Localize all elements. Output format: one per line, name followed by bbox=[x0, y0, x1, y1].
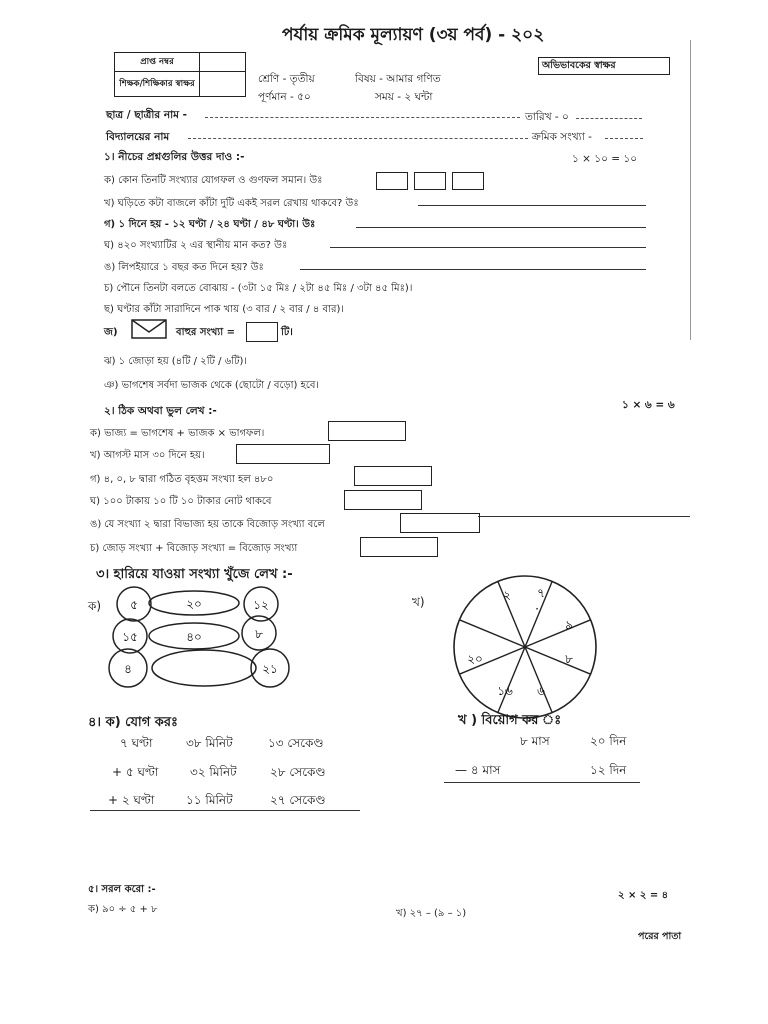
section1-heading: ১। নীচের প্রশ্নগুলির উত্তর দাও :- bbox=[104, 151, 245, 163]
chain-1-middle: ২০ bbox=[186, 597, 202, 611]
q5-b: খ) ২৭ – (৯ – ১) bbox=[396, 908, 467, 919]
next-page-label: পরের পাতা bbox=[638, 931, 682, 942]
add-row-1-hours: ৭ ঘণ্টা bbox=[120, 736, 153, 750]
guardian-sign-box bbox=[538, 57, 670, 75]
q1-e: ঙ) লিপইয়ারে ১ বছর কত দিনে হয়? উঃ bbox=[104, 262, 264, 273]
q1-d: ঘ) ৪২০ সংখ্যাটির ২ এর স্থানীয় মান কত? উঃ bbox=[104, 240, 288, 251]
chain-3-left: ৪ bbox=[124, 662, 132, 676]
time-label: সময় - ২ ঘন্টা bbox=[375, 91, 433, 103]
section5-marks: ২ × ২ = ৪ bbox=[618, 890, 669, 901]
scan-divider-line bbox=[478, 516, 690, 517]
section5-heading: ৫। সরল করো :- bbox=[88, 884, 156, 895]
add-answer-line[interactable] bbox=[90, 810, 360, 811]
section3-part-b-label: খ) bbox=[412, 595, 425, 609]
section4-heading-b: খ ) বিয়োগ কর ঃ bbox=[458, 713, 562, 728]
q2-c-answer-box[interactable] bbox=[354, 466, 432, 486]
chain-3-right: ২১ bbox=[262, 662, 278, 676]
section4-heading-a: ৪। ক) যোগ করঃ bbox=[88, 715, 178, 730]
sub-answer-line[interactable] bbox=[444, 782, 640, 783]
q1-g: ছ) ঘণ্টার কাঁটা সারাদিনে পাক খায় (৩ বার / ২ বার / ৪ বার)। bbox=[104, 304, 344, 315]
sub-row-2-months: — ৪ মাস bbox=[455, 763, 501, 777]
q2-a: ক) ভাজ্য = ভাগশেষ + ভাজক × ভাগফল। bbox=[90, 428, 265, 439]
section1-marks: ১ × ১০ = ১০ bbox=[572, 153, 638, 165]
q2-a-answer-box[interactable] bbox=[328, 421, 406, 441]
q2-b: খ) আগস্ট মাস ৩০ দিনে হয়। bbox=[90, 450, 205, 461]
wheel-dot-mark: · bbox=[535, 602, 539, 616]
q1-a-answer-box-3[interactable] bbox=[452, 172, 484, 190]
q1-h-prefix: জ) bbox=[104, 327, 118, 338]
q1-c: গ) ১ দিনে হয় - ১২ ঘণ্টা / ২৪ ঘণ্টা / ৪৮ ঘণ্টা। উঃ bbox=[104, 219, 316, 230]
q2-e: ঙ) যে সংখ্যা ২ দ্বারা বিভাজ্য হয় তাকে বিজোড় সংখ্যা বলে bbox=[90, 519, 325, 530]
chain-2-left: ১৫ bbox=[122, 630, 138, 644]
q5-a: ক) ৯০ ÷ ৫ + ৮ bbox=[88, 904, 158, 915]
q1-h-suffix: টি। bbox=[281, 327, 293, 338]
q2-f: চ) জোড় সংখ্যা + বিজোড় সংখ্যা = বিজোড় সংখ্যা bbox=[90, 543, 298, 554]
q1-i: ঝ) ১ জোড়া হয় (৪টি / ২টি / ৬টি)। bbox=[104, 356, 248, 367]
q1-a: ক) কোন তিনটি সংখ্যার যোগফল ও গুণফল সমান। উঃ bbox=[104, 175, 323, 186]
chain-2-right: ৮ bbox=[255, 627, 263, 641]
q1-h-text: বাহুর সংখ্যা = bbox=[176, 327, 235, 338]
sub-row-1-months: ৮ মাস bbox=[520, 734, 550, 748]
guardian-sign-label: অভিভাবকের স্বাক্ষর bbox=[542, 60, 616, 71]
envelope-shape-icon bbox=[130, 318, 170, 340]
q1-e-answer-line[interactable] bbox=[300, 269, 646, 270]
add-row-3-seconds: ২৭ সেকেণ্ড bbox=[270, 793, 326, 807]
q1-b-answer-line[interactable] bbox=[418, 205, 646, 206]
wheel-label: ২০ bbox=[467, 652, 483, 666]
date-line bbox=[576, 118, 642, 119]
q1-h-answer-box[interactable] bbox=[246, 322, 278, 342]
school-name-label: বিদ্যালয়ের নাম bbox=[106, 131, 170, 143]
add-row-2-hours: + ৫ ঘণ্টা bbox=[112, 765, 159, 779]
scan-edge bbox=[690, 40, 691, 340]
roll-label: ক্রমিক সংখ্যা - bbox=[532, 131, 592, 143]
q1-a-answer-box-1[interactable] bbox=[376, 172, 408, 190]
wheel-label: ২ bbox=[503, 588, 511, 602]
marks-table bbox=[114, 52, 246, 97]
marks-cell bbox=[200, 53, 246, 72]
number-wheel-diagram bbox=[450, 572, 600, 722]
q2-c: গ) ৪, ০, ৮ দ্বারা গঠিত বৃহত্তম সংখ্যা হল ৪৮০ bbox=[90, 474, 274, 485]
add-row-3-minutes: ১১ মিনিট bbox=[186, 793, 233, 807]
q2-f-answer-box[interactable] bbox=[360, 537, 438, 557]
q1-d-answer-line[interactable] bbox=[330, 247, 646, 248]
wheel-label: ৬ bbox=[537, 684, 545, 698]
add-row-2-seconds: ২৮ সেকেণ্ড bbox=[270, 765, 326, 779]
teacher-sign-cell bbox=[200, 72, 246, 97]
sub-row-2-days: ১২ দিন bbox=[590, 763, 627, 777]
number-chain-diagram bbox=[100, 582, 300, 692]
wheel-label: ৯ bbox=[565, 618, 573, 632]
class-label: শ্রেণি - তৃতীয় bbox=[258, 73, 315, 85]
q2-b-answer-box[interactable] bbox=[236, 444, 330, 464]
subject-label: বিষয় - আমার গণিত bbox=[355, 73, 441, 85]
chain-3-middle-ellipse bbox=[152, 650, 256, 686]
sub-row-1-days: ২০ দিন bbox=[590, 734, 627, 748]
q1-f: চ) পৌনে তিনটা বলতে বোঝায় - (৩টা ১৫ মিঃ / ২টা ৪৫ মিঃ / ৩টা ৪৫ মিঃ)। bbox=[104, 283, 413, 294]
student-name-line bbox=[205, 117, 520, 118]
section2-marks: ১ × ৬ = ৬ bbox=[622, 399, 675, 411]
add-row-1-minutes: ৩৮ মিনিট bbox=[186, 736, 233, 750]
full-marks-label: পূর্ণমান - ৫০ bbox=[258, 91, 311, 103]
add-row-1-seconds: ১৩ সেকেণ্ড bbox=[268, 736, 324, 750]
chain-1-left: ৫ bbox=[130, 598, 138, 612]
teacher-sign-label: শিক্ষক/শিক্ষিকার স্বাক্ষর bbox=[115, 72, 200, 97]
marks-label: প্রাপ্ত নম্বর bbox=[115, 53, 200, 72]
wheel-label: ১৬ bbox=[497, 684, 513, 698]
chain-2-middle: ৪০ bbox=[186, 630, 202, 644]
q2-d-answer-box[interactable] bbox=[344, 490, 422, 510]
chain-1-right: ১২ bbox=[253, 598, 269, 612]
student-name-label: ছাত্র / ছাত্রীর নাম - bbox=[106, 109, 187, 121]
q1-b: খ) ঘড়িতে কটা বাজলে কাঁটা দুটি একই সরল রেখায় থাকবে? উঃ bbox=[104, 198, 359, 209]
q2-e-answer-box[interactable] bbox=[400, 513, 480, 533]
wheel-label: ৮ bbox=[565, 652, 573, 666]
add-row-2-minutes: ৩২ মিনিট bbox=[190, 765, 237, 779]
wheel-label: ৭ bbox=[537, 586, 545, 600]
date-label: তারিখ - ০ bbox=[525, 111, 569, 123]
school-name-line bbox=[188, 138, 528, 139]
section2-heading: ২। ঠিক অথবা ভুল লেখ :- bbox=[104, 405, 217, 417]
roll-line bbox=[605, 138, 643, 139]
section3-part-a-label: ক) bbox=[88, 599, 102, 613]
add-row-3-hours: + ২ ঘণ্টা bbox=[108, 793, 155, 807]
q2-d: ঘ) ১০০ টাকায় ১০ টি ১০ টাকার নোট থাকবে bbox=[90, 496, 272, 507]
page-title: পর্যায় ক্রমিক মূল্যায়ণ (৩য় পর্ব) - ২০২ bbox=[282, 25, 545, 45]
q1-a-answer-box-2[interactable] bbox=[414, 172, 446, 190]
section3-heading: ৩। হারিয়ে যাওয়া সংখ্যা খুঁজে লেখ :- bbox=[96, 567, 293, 582]
q1-c-answer-line[interactable] bbox=[356, 227, 646, 228]
q1-j: ঞ) ভাগশেষ সর্বদা ভাজক থেকে (ছোটো / বড়ো) হবে। bbox=[104, 380, 320, 391]
